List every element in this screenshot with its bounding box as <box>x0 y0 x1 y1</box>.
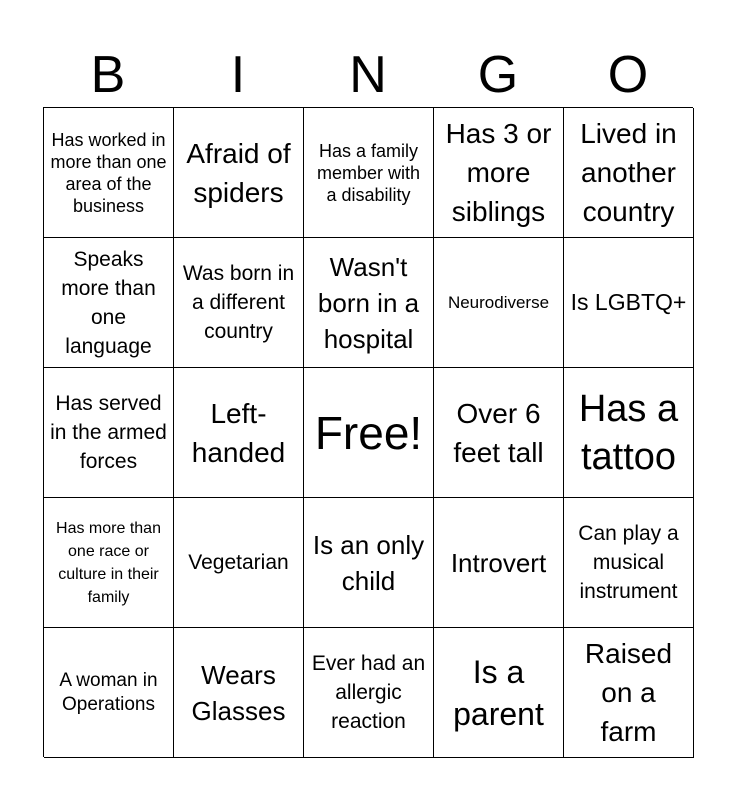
bingo-cell-r3c3[interactable] <box>304 368 434 498</box>
cell-text: A woman in Operations <box>59 669 158 715</box>
cell-text: Is a parent <box>453 653 544 732</box>
header-letter-i: I <box>230 46 246 104</box>
cell-text: Is an only child <box>312 529 425 596</box>
bingo-cell-r5c2[interactable] <box>174 628 304 758</box>
bingo-cell-r5c3[interactable] <box>304 628 434 758</box>
cell-text: Has served in the armed forces <box>50 392 167 473</box>
cell-text: Ever had an allergic reaction <box>311 652 426 733</box>
cell-text: Is LGBTQ+ <box>570 289 687 315</box>
bingo-cell-r2c3[interactable] <box>304 238 434 368</box>
bingo-cell-r5c5[interactable] <box>564 628 694 758</box>
cell-text: Afraid of spiders <box>186 137 291 208</box>
bingo-cell-r5c4[interactable] <box>434 628 564 758</box>
cell-text: Can play a musical instrument <box>578 522 679 603</box>
bingo-cell-r4c2[interactable] <box>174 498 304 628</box>
bingo-cell-r2c5[interactable] <box>564 238 694 368</box>
cell-text: Wasn't born in a hospital <box>317 251 420 354</box>
bingo-cell-r4c5[interactable] <box>564 498 694 628</box>
bingo-cell-r1c5[interactable] <box>564 108 694 238</box>
bingo-cell-r2c2[interactable] <box>174 238 304 368</box>
cell-text: Vegetarian <box>188 551 289 574</box>
header-letter-o: O <box>607 46 649 104</box>
cell-text: Over 6 feet tall <box>453 397 544 468</box>
cell-text: Left-handed <box>191 397 286 468</box>
header-letter-b: B <box>90 46 126 104</box>
bingo-cell-r2c4[interactable] <box>434 238 564 368</box>
bingo-grid <box>43 107 693 757</box>
bingo-cell-r1c1[interactable] <box>44 108 174 238</box>
bingo-cell-r1c4[interactable] <box>434 108 564 238</box>
header-letter-g: G <box>477 46 519 104</box>
bingo-cell-r5c1[interactable] <box>44 628 174 758</box>
cell-text: Speaks more than one language <box>61 247 156 358</box>
bingo-cell-r3c2[interactable] <box>174 368 304 498</box>
cell-text: Has 3 or more siblings <box>445 118 552 227</box>
bingo-cell-r4c3[interactable] <box>304 498 434 628</box>
bingo-cell-r3c5[interactable] <box>564 368 694 498</box>
bingo-cell-r1c2[interactable] <box>174 108 304 238</box>
cell-text: Has worked in more than one area of the business <box>50 129 167 216</box>
bingo-cell-r4c1[interactable] <box>44 498 174 628</box>
bingo-header <box>43 44 693 106</box>
cell-text: Has more than one race or culture in their family <box>56 519 161 606</box>
cell-text: Lived in another country <box>580 118 677 227</box>
cell-text-free: Free! <box>314 406 423 459</box>
bingo-cell-r4c4[interactable] <box>434 498 564 628</box>
cell-text: Has a family member with a disability <box>316 140 421 205</box>
cell-text: Wears Glasses <box>191 659 286 726</box>
bingo-cell-r2c1[interactable] <box>44 238 174 368</box>
cell-text: Neurodiverse <box>447 292 550 312</box>
cell-text: Introvert <box>450 547 547 578</box>
header-letter-n: N <box>349 46 387 104</box>
cell-text: Was born in a different country <box>182 262 295 343</box>
bingo-cell-r1c3[interactable] <box>304 108 434 238</box>
bingo-cell-r3c4[interactable] <box>434 368 564 498</box>
cell-text: Raised on a farm <box>584 638 673 747</box>
bingo-cell-r3c1[interactable] <box>44 368 174 498</box>
cell-text: Has a tattoo <box>578 387 679 478</box>
